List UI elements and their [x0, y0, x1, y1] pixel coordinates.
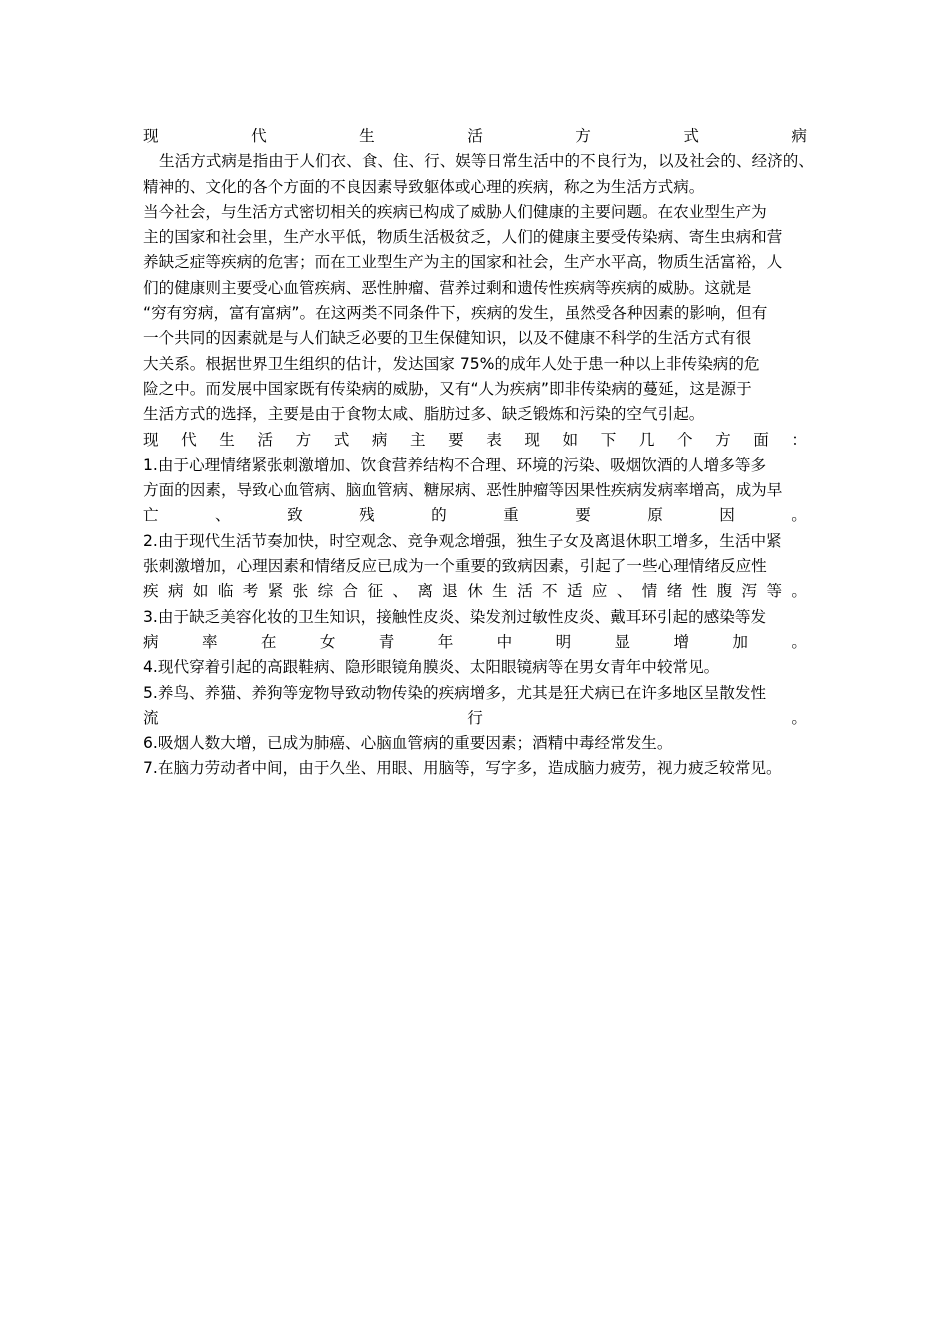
title-char: 现	[143, 127, 159, 145]
heading-char: 现	[143, 430, 159, 449]
spread-char: 考	[242, 582, 259, 601]
heading-char: 代	[181, 430, 197, 449]
heading-char: 活	[257, 430, 274, 449]
list-item	[143, 655, 807, 680]
spread-char: 率	[201, 632, 218, 651]
spread-char: 性	[691, 582, 708, 601]
heading-char: 个	[676, 430, 693, 449]
section-heading	[143, 428, 807, 453]
spread-char: 、	[215, 506, 231, 525]
spread-char: 因	[719, 506, 735, 525]
heading-char: 现	[524, 430, 541, 449]
spread-char: 腹	[716, 582, 733, 601]
intro-line: 生活方式的选择，主要是由于食物太咸、脂肪过多、缺乏锻炼和污染的空气引起。	[143, 405, 705, 424]
spread-char: 综	[317, 582, 334, 601]
intro-line: 险之中。而发展中国家既有传染病的威胁，又有“人为疾病”即非传染病的蔓延，这是源于	[143, 379, 752, 398]
spread-char: 要	[575, 506, 591, 525]
list-item-line: 2.由于现代生活节奏加快，时空观念、竞争观念增强，独生子女及离退休职工增多，生活中紧	[143, 531, 782, 550]
document-page	[143, 124, 814, 782]
spread-char: 增	[673, 632, 690, 651]
title-char: 活	[467, 127, 483, 145]
spread-char: 离	[417, 582, 433, 601]
spread-char: 致	[287, 506, 303, 525]
spread-char: 病	[143, 632, 159, 651]
list-item	[143, 453, 807, 529]
spread-char: 。	[791, 506, 807, 525]
spread-char: 。	[791, 582, 807, 601]
heading-char: 面	[753, 430, 769, 449]
title-char: 生	[359, 127, 375, 145]
spread-char: 流	[143, 708, 159, 727]
list-item-spread-line	[143, 630, 807, 655]
spread-char: 残	[359, 506, 375, 525]
list-item-line: 3.由于缺乏美容化妆的卫生知识，接触性皮炎、染发剂过敏性皮炎、戴耳环引起的感染等发	[143, 607, 767, 626]
intro-line: 大关系。根据世界卫生组织的估计，发达国家 75%的成年人处于患一种以上非传染病的危	[143, 354, 760, 373]
spread-char: 年	[437, 632, 454, 651]
spread-char: 、	[616, 582, 633, 601]
heading-char: 表	[486, 430, 502, 449]
spread-char: 女	[319, 632, 336, 651]
item-list	[143, 453, 807, 782]
heading-char: 生	[219, 430, 235, 449]
intro-line: 当今社会，与生活方式密切相关的疾病已构成了威胁人们健康的主要问题。在农业型生产为	[143, 202, 767, 221]
spread-char: 休	[467, 582, 483, 601]
heading-char: 如	[562, 430, 579, 449]
list-item-line: 方面的因素，导致心血管病、脑血管病、糖尿病、恶性肿瘤等因果性疾病发病率增高，成为早	[143, 481, 783, 500]
spread-char: 显	[614, 632, 631, 651]
list-item	[143, 681, 807, 732]
list-item-spread-line	[143, 579, 807, 604]
heading-char: ：	[791, 430, 807, 449]
heading-char: 几	[638, 430, 655, 449]
spread-char: 原	[647, 506, 663, 525]
spread-char: 加	[732, 632, 748, 651]
list-item	[143, 605, 807, 656]
title-char: 病	[791, 127, 807, 145]
spread-char: 绪	[666, 582, 683, 601]
intro-line: 们的健康则主要受心血管疾病、恶性肿瘤、营养过剩和遗传性疾病等疾病的威胁。这就是	[143, 278, 752, 297]
intro-line: 主的国家和社会里，生产水平低，物质生活极贫乏，人们的健康主要受传染病、寄生虫病和营	[143, 228, 783, 247]
spread-char: 的	[431, 506, 447, 525]
spread-char: 退	[442, 582, 458, 601]
title-char: 式	[683, 127, 699, 145]
spread-char: 、	[392, 582, 408, 601]
spread-char: 病	[167, 582, 184, 601]
spread-char: 情	[641, 582, 658, 601]
heading-char: 方	[715, 430, 731, 449]
spread-char: 在	[260, 632, 277, 651]
list-item-spread-line	[143, 503, 807, 528]
list-item	[143, 529, 807, 605]
spread-char: 中	[496, 632, 513, 651]
spread-char: 。	[791, 708, 807, 727]
spread-char: 生	[492, 582, 508, 601]
spread-char: 不	[542, 582, 558, 601]
spread-char: 行	[467, 708, 483, 727]
list-item-line: 1.由于心理情绪紧张刺激增加、饮食营养结构不合理、环境的污染、吸烟饮酒的人增多等多	[143, 455, 767, 474]
heading-char: 式	[333, 430, 350, 449]
intro-line: 养缺乏症等疾病的危害；而在工业型生产为主的国家和社会，生产水平高，物质生活富裕，人	[143, 253, 783, 272]
heading-char: 病	[371, 430, 388, 449]
spread-char: 。	[791, 632, 807, 651]
title-char: 方	[575, 127, 591, 145]
spread-char: 亡	[143, 506, 159, 525]
list-item	[143, 731, 807, 756]
spread-char: 泻	[741, 582, 758, 601]
list-item-line: 张刺激增加，心理因素和情绪反应已成为一个重要的致病因素，引起了一些心理情绪反应性	[143, 557, 767, 576]
document-title	[143, 124, 807, 149]
spread-char: 临	[217, 582, 234, 601]
heading-char: 方	[295, 430, 312, 449]
spread-char: 重	[503, 506, 519, 525]
spread-char: 活	[517, 582, 533, 601]
spread-char: 应	[591, 582, 608, 601]
spread-char: 等	[766, 582, 783, 601]
spread-char: 适	[566, 582, 583, 601]
list-item-line: 4.现代穿着引起的高跟鞋病、隐形眼镜角膜炎、太阳眼镜病等在男女青年中较常见。	[143, 658, 720, 677]
spread-char: 紧	[267, 582, 284, 601]
heading-char: 主	[409, 430, 426, 449]
spread-char: 合	[342, 582, 359, 601]
spread-char: 如	[192, 582, 209, 601]
spread-char: 青	[378, 632, 395, 651]
list-item-line: 5.养鸟、养猫、养狗等宠物导致动物传染的疾病增多，尤其是狂犬病已在许多地区呈散发性	[143, 683, 767, 702]
intro-line: 精神的、文化的各个方面的不良因素导致躯体或心理的疾病，称之为生活方式病。	[143, 177, 705, 196]
heading-char: 下	[600, 430, 617, 449]
intro-line: 生活方式病是指由于人们衣、食、住、行、娱等日常生活中的不良行为，以及社会的、经济的、	[159, 152, 814, 171]
intro-paragraph	[143, 149, 814, 427]
list-item	[143, 756, 807, 781]
heading-char: 要	[448, 430, 464, 449]
spread-char: 明	[555, 632, 572, 651]
spread-char: 征	[367, 582, 384, 601]
intro-line: 一个共同的因素就是与人们缺乏必要的卫生保健知识，以及不健康不科学的生活方式有很	[143, 329, 752, 348]
list-item-spread-line	[143, 706, 807, 731]
spread-char: 张	[292, 582, 309, 601]
title-char: 代	[251, 127, 267, 145]
spread-char: 疾	[143, 582, 159, 601]
list-item-line: 6.吸烟人数大增，已成为肺癌、心脑血管病的重要因素；酒精中毒经常发生。	[143, 734, 673, 753]
intro-line: “穷有穷病，富有富病”。在这两类不同条件下，疾病的发生，虽然受各种因素的影响，但有	[143, 304, 768, 323]
list-item-line: 7.在脑力劳动者中间，由于久坐、用眼、用脑等，写字多，造成脑力疲劳，视力疲乏较常见。	[143, 759, 782, 778]
